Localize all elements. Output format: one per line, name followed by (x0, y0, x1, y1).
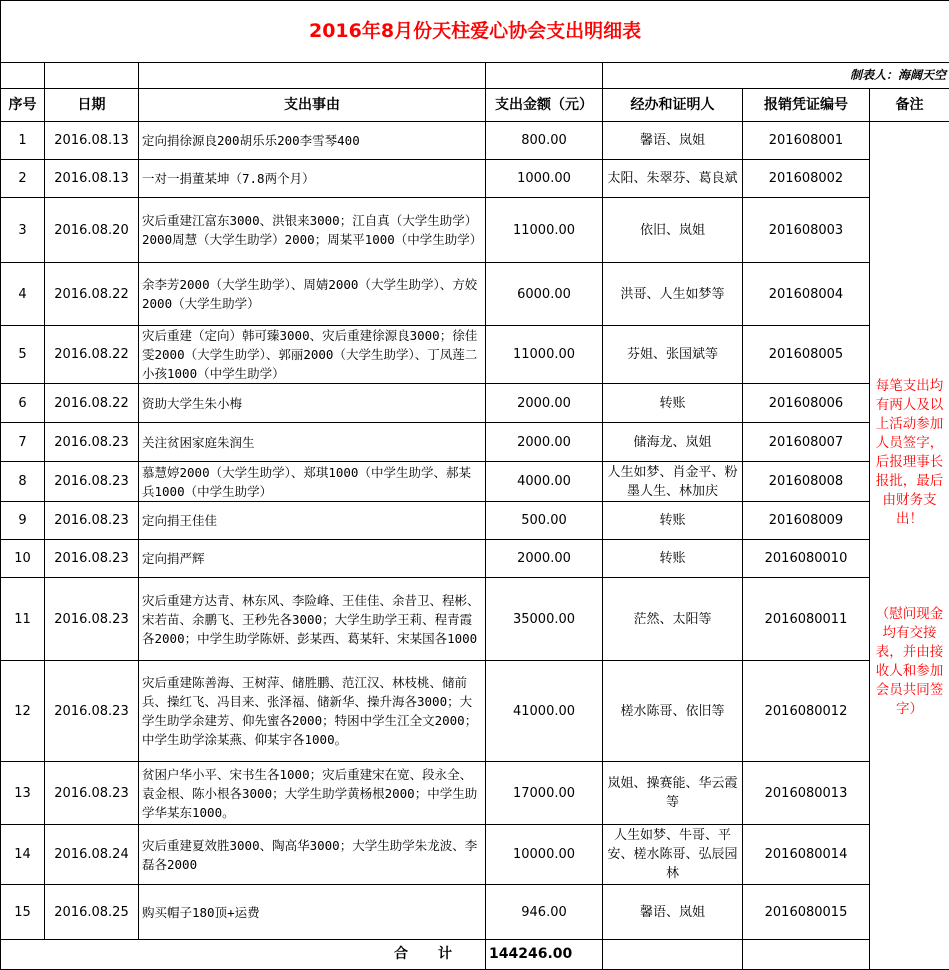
seq-cell[interactable]: 15 (1, 885, 45, 940)
date-cell[interactable]: 2016.08.23 (45, 502, 139, 540)
header-seq: 序号 (1, 89, 45, 122)
date-cell[interactable]: 2016.08.22 (45, 326, 139, 384)
date-cell[interactable]: 2016.08.23 (45, 462, 139, 502)
table-row (1, 198, 949, 263)
reason-cell[interactable]: 灾后重建夏效胜3000、陶高华3000；大学生助学朱龙波、李磊各2000 (139, 825, 486, 885)
reason-cell[interactable]: 灾后重建方达青、林东风、李险峰、王佳佳、余昔卫、程彬、宋若苗、余鹏飞、王秒先各3000；大学生助学王莉、程青霞各2000；中学生助学陈妍、彭某西、葛某轩、宋某国各1000 (139, 578, 486, 661)
seq-cell[interactable]: 13 (1, 762, 45, 825)
handler-cell[interactable]: 转账 (603, 502, 743, 540)
header-amount: 支出金额（元） (486, 89, 603, 122)
handler-cell[interactable]: 馨语、岚姐 (603, 122, 743, 160)
seq-cell[interactable]: 10 (1, 540, 45, 578)
header-voucher: 报销凭证编号 (743, 89, 870, 122)
header-date: 日期 (45, 89, 139, 122)
date-cell[interactable]: 2016.08.23 (45, 661, 139, 762)
blank-cell[interactable] (603, 940, 743, 970)
seq-cell[interactable]: 4 (1, 263, 45, 326)
handler-cell[interactable]: 转账 (603, 384, 743, 423)
voucher-cell[interactable]: 201608003 (743, 198, 870, 263)
header-handler: 经办和证明人 (603, 89, 743, 122)
date-cell[interactable]: 2016.08.23 (45, 762, 139, 825)
blank-cell[interactable] (139, 63, 486, 89)
amount-cell[interactable]: 11000.00 (486, 326, 603, 384)
voucher-cell[interactable]: 2016080013 (743, 762, 870, 825)
blank-cell[interactable] (1, 63, 45, 89)
amount-cell[interactable]: 2000.00 (486, 423, 603, 462)
handler-cell[interactable]: 转账 (603, 540, 743, 578)
date-cell[interactable]: 2016.08.24 (45, 825, 139, 885)
reason-cell[interactable]: 定向捐王佳佳 (139, 502, 486, 540)
seq-cell[interactable]: 11 (1, 578, 45, 661)
handler-cell[interactable]: 人生如梦、牛哥、平安、槎水陈哥、弘辰园林 (603, 825, 743, 885)
total-amount[interactable]: 144246.00 (486, 940, 603, 970)
reason-cell[interactable]: 灾后重建陈善海、王树萍、储胜鹏、范江汉、林枝桃、储前兵、操红飞、冯目来、张泽福、储新华、操升海各3000；大学生助学余建芳、仰先蜜各2000；特困中学生江全文2000；中学生助学涂某燕、仰某宇各1000。 (139, 661, 486, 762)
reason-cell[interactable]: 慕慧婷2000（大学生助学）、郑琪1000（中学生助学、郝某兵1000（中学生助学） (139, 462, 486, 502)
handler-cell[interactable]: 储海龙、岚姐 (603, 423, 743, 462)
table-row (1, 825, 949, 885)
voucher-cell[interactable]: 201608006 (743, 384, 870, 423)
amount-cell[interactable]: 946.00 (486, 885, 603, 940)
amount-cell[interactable]: 2000.00 (486, 540, 603, 578)
seq-cell[interactable]: 9 (1, 502, 45, 540)
reason-cell[interactable]: 资助大学生朱小梅 (139, 384, 486, 423)
handler-cell[interactable]: 茫然、太阳等 (603, 578, 743, 661)
table-row (1, 326, 949, 384)
reason-cell[interactable]: 定向捐徐源良200胡乐乐200李雪琴400 (139, 122, 486, 160)
voucher-cell[interactable]: 2016080014 (743, 825, 870, 885)
date-cell[interactable]: 2016.08.23 (45, 578, 139, 661)
table-row (1, 263, 949, 326)
handler-cell[interactable]: 槎水陈哥、依旧等 (603, 661, 743, 762)
table-row (1, 762, 949, 825)
reason-cell[interactable]: 一对一捐董某坤（7.8两个月） (139, 160, 486, 198)
handler-cell[interactable]: 太阳、朱翠芬、葛良斌 (603, 160, 743, 198)
total-label: 合计 (1, 940, 486, 970)
table-row (1, 540, 949, 578)
seq-cell[interactable]: 7 (1, 423, 45, 462)
reason-cell[interactable]: 关注贫困家庭朱润生 (139, 423, 486, 462)
date-cell[interactable]: 2016.08.13 (45, 160, 139, 198)
handler-cell[interactable]: 芬姐、张国斌等 (603, 326, 743, 384)
seq-cell[interactable]: 3 (1, 198, 45, 263)
voucher-cell[interactable]: 201608004 (743, 263, 870, 326)
date-cell[interactable]: 2016.08.25 (45, 885, 139, 940)
table-row (1, 160, 949, 198)
blank-cell[interactable] (45, 63, 139, 89)
date-cell[interactable]: 2016.08.22 (45, 263, 139, 326)
note-text-1: 每笔支出均有两人及以上活动参加人员签字，后报理事长报批，最后由财务支出！ (873, 377, 946, 529)
table-row (1, 661, 949, 762)
table-row (1, 462, 949, 502)
total-row (1, 940, 949, 970)
seq-cell[interactable]: 14 (1, 825, 45, 885)
note-text-2: （慰问现金均有交接表，并由接收人和参加会员共同签字） (873, 605, 946, 719)
amount-cell[interactable]: 41000.00 (486, 661, 603, 762)
voucher-cell[interactable]: 201608007 (743, 423, 870, 462)
blank-cell[interactable] (486, 63, 603, 89)
blank-cell[interactable] (743, 940, 870, 970)
amount-cell[interactable]: 11000.00 (486, 198, 603, 263)
voucher-cell[interactable]: 2016080010 (743, 540, 870, 578)
amount-cell[interactable]: 1000.00 (486, 160, 603, 198)
amount-cell[interactable]: 10000.00 (486, 825, 603, 885)
header-reason: 支出事由 (139, 89, 486, 122)
table-row (1, 578, 949, 661)
handler-cell[interactable]: 依旧、岚姐 (603, 198, 743, 263)
seq-cell[interactable]: 2 (1, 160, 45, 198)
voucher-cell[interactable]: 201608009 (743, 502, 870, 540)
amount-cell[interactable]: 17000.00 (486, 762, 603, 825)
amount-cell[interactable]: 6000.00 (486, 263, 603, 326)
voucher-cell[interactable]: 201608008 (743, 462, 870, 502)
voucher-cell[interactable]: 201608005 (743, 326, 870, 384)
seq-cell[interactable]: 6 (1, 384, 45, 423)
seq-cell[interactable]: 5 (1, 326, 45, 384)
table-row (1, 502, 949, 540)
header-note: 备注 (870, 89, 949, 122)
reason-cell[interactable]: 贫困户华小平、宋书生各1000；灾后重建宋在宽、段永全、袁金根、陈小根各3000；大学生助学黄杨根2000；中学生助学华某东1000。 (139, 762, 486, 825)
voucher-cell[interactable]: 2016080015 (743, 885, 870, 940)
amount-cell[interactable]: 4000.00 (486, 462, 603, 502)
sheet-title: 2016年8月份天柱爱心协会支出明细表 (1, 1, 949, 63)
reason-cell[interactable]: 灾后重建江富东3000、洪银来3000；江自真（大学生助学）2000周慧（大学生助学）2000；周某平1000（中学生助学） (139, 198, 486, 263)
note-cell[interactable] (870, 122, 949, 970)
date-cell[interactable]: 2016.08.20 (45, 198, 139, 263)
amount-cell[interactable]: 35000.00 (486, 578, 603, 661)
amount-cell[interactable]: 800.00 (486, 122, 603, 160)
voucher-cell[interactable]: 201608002 (743, 160, 870, 198)
reason-cell[interactable]: 定向捐严辉 (139, 540, 486, 578)
date-cell[interactable]: 2016.08.23 (45, 423, 139, 462)
handler-cell[interactable]: 人生如梦、肖金平、粉墨人生、林加庆 (603, 462, 743, 502)
reason-cell[interactable]: 余李芳2000（大学生助学）、周婧2000（大学生助学）、方姣2000（大学生助学） (139, 263, 486, 326)
table-row (1, 384, 949, 423)
seq-cell[interactable]: 12 (1, 661, 45, 762)
voucher-cell[interactable]: 201608001 (743, 122, 870, 160)
amount-cell[interactable]: 500.00 (486, 502, 603, 540)
date-cell[interactable]: 2016.08.23 (45, 540, 139, 578)
table-row (1, 423, 949, 462)
table-row (1, 885, 949, 940)
date-cell[interactable]: 2016.08.13 (45, 122, 139, 160)
table-row (1, 122, 949, 160)
reason-cell[interactable]: 购买帽子180顶+运费 (139, 885, 486, 940)
reason-cell[interactable]: 灾后重建（定向）韩可臻3000、灾后重建徐源良3000；徐佳雯2000（大学生助学）、郭丽2000（大学生助学）、丁凤莲二小孩1000（中学生助学） (139, 326, 486, 384)
amount-cell[interactable]: 2000.00 (486, 384, 603, 423)
handler-cell[interactable]: 岚姐、操赛能、华云霞等 (603, 762, 743, 825)
handler-cell[interactable]: 洪哥、人生如梦等 (603, 263, 743, 326)
maker-label: 制表人：海阔天空 (603, 63, 949, 89)
seq-cell[interactable]: 1 (1, 122, 45, 160)
voucher-cell[interactable]: 2016080011 (743, 578, 870, 661)
voucher-cell[interactable]: 2016080012 (743, 661, 870, 762)
handler-cell[interactable]: 馨语、岚姐 (603, 885, 743, 940)
date-cell[interactable]: 2016.08.22 (45, 384, 139, 423)
seq-cell[interactable]: 8 (1, 462, 45, 502)
